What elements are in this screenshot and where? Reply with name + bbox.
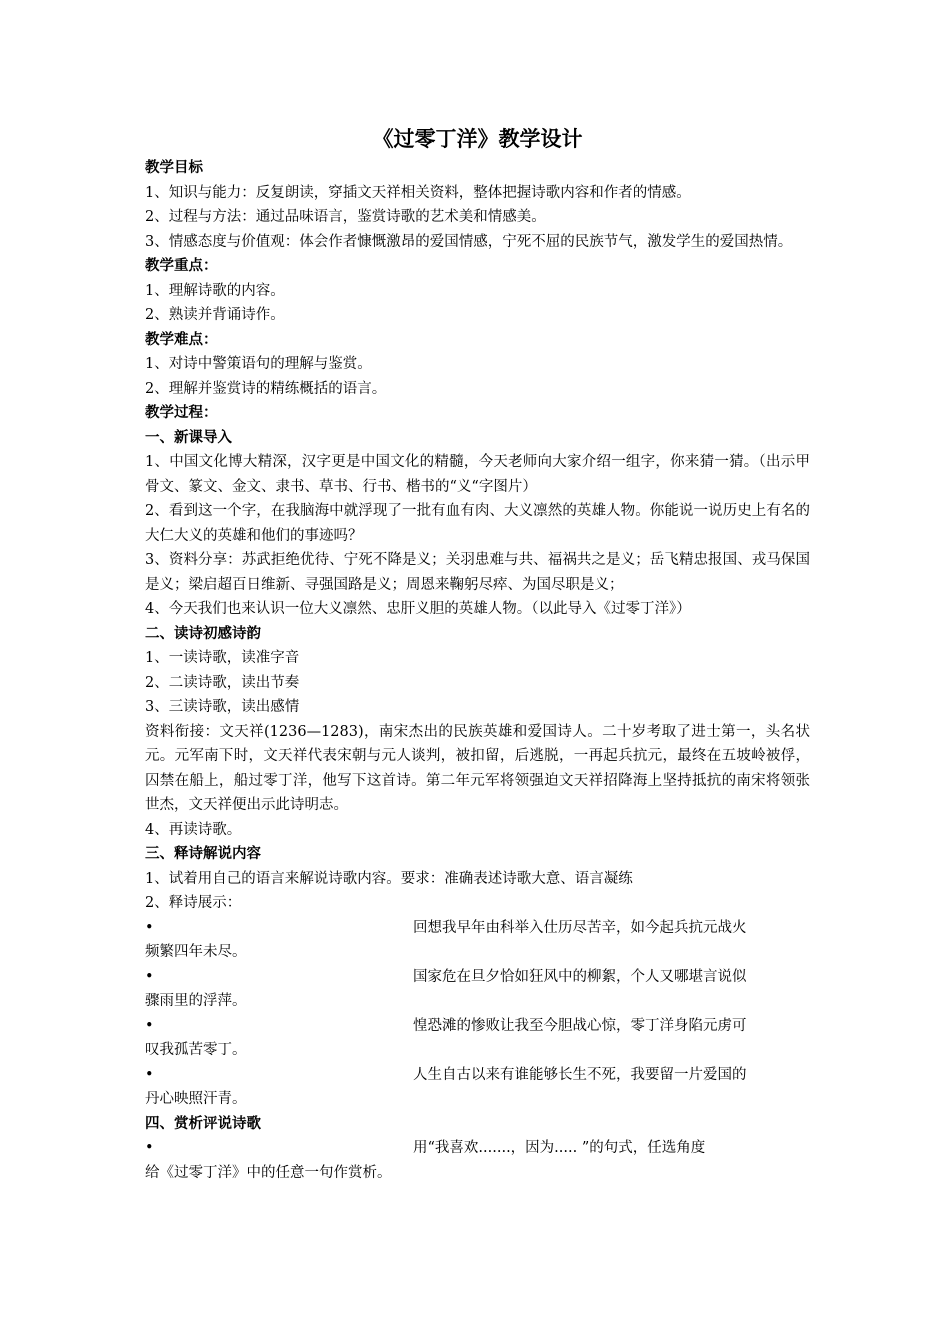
section-2-item: 3、三读诗歌，读出感情 [145, 699, 300, 715]
section-2-heading: 二、读诗初感诗韵 [145, 624, 261, 642]
section-2-item: 4、再读诗歌。 [145, 821, 242, 838]
bullet-text: 用“我喜欢.......，因为..... ”的句式，任选角度 [413, 1140, 706, 1156]
key-point-item: 2、熟读并背诵诗作。 [145, 307, 285, 323]
section-3-heading: 三、释诗解说内容 [145, 845, 261, 862]
section-1-item: 1、中国文化博大精深，汉字更是中国文化的精髓，今天老师向大家介绍一组字，你来猜一猜。（出示甲骨文、篆文、金文、隶书、草书、行书、楷书的“义“字图片） [145, 454, 810, 495]
bullet-text-continued: 丹心映照汗青。 [145, 1091, 247, 1107]
document-body [145, 124, 810, 1185]
interpretation-bullet [145, 1063, 810, 1112]
goals-heading: 教学目标 [145, 159, 203, 176]
key-point-item: 1、理解诗歌的内容。 [145, 282, 285, 299]
bullet-text: 国家危在旦夕恰如狂风中的柳絮，个人又哪堪言说似 [413, 968, 747, 985]
section-1-item: 2、看到这一个字，在我脑海中就浮现了一批有血有肉、大义凛然的英雄人物。你能说一说历史上有名的大仁大义的英雄和他们的事迹吗？ [145, 503, 810, 544]
section-1-item: 3、资料分享：苏武拒绝优待、宁死不降是义；关羽患难与共、福祸共之是义；岳飞精忠报国、戎马保国是义；梁启超百日维新、寻强国路是义；周恩来鞠躬尽瘁、为国尽职是义； [145, 552, 810, 593]
section-1-item: 4、今天我们也来认识一位大义凛然、忠肝义胆的英雄人物。（以此导入《过零丁洋》） [145, 601, 691, 617]
appreciation-bullet [145, 1136, 810, 1185]
bullet-text: 人生自古以来有谁能够长生不死，我要留一片爱国的 [413, 1066, 747, 1083]
bullet-text-continued: 频繁四年未尽。 [145, 944, 247, 960]
document-title: 《过零丁洋》教学设计 [372, 126, 583, 151]
interpretation-bullet [145, 1014, 810, 1063]
goal-item: 3、情感态度与价值观：体会作者慷慨激昂的爱国情感，宁死不屈的民族节气，激发学生的爱国热情。 [145, 233, 793, 250]
bullet-dot: • [145, 968, 154, 985]
process-heading: 教学过程： [145, 404, 218, 421]
interpretation-bullet [145, 916, 810, 965]
background-material: 资料衔接：文天祥(1236—1283)，南宋杰出的民族英雄和爱国诗人。二十岁考取了进士第一，头名状元。元军南下时，文天祥代表宋朝与元人谈判，被扣留，后逃脱，一再起兵抗元，最终在五坡岭被俘，囚禁在船上，船过零丁洋，他写下这首诗。第二年元军将领强迫文天祥招降海上坚持抵抗的南宋将领张世杰，文天祥便出示此诗明志。 [145, 723, 810, 813]
bullet-text-continued: 骤雨里的浮萍。 [145, 993, 247, 1009]
difficulty-item: 2、理解并鉴赏诗的精练概括的语言。 [145, 380, 387, 397]
section-2-item: 2、二读诗歌，读出节奏 [145, 674, 300, 691]
bullet-dot: • [145, 1066, 154, 1083]
section-3-item: 2、释诗展示： [145, 895, 242, 911]
section-3-item: 1、试着用自己的语言来解说诗歌内容。要求：准确表述诗歌大意、语言凝练 [145, 870, 633, 887]
goal-item: 1、知识与能力：反复朗读，穿插文天祥相关资料，整体把握诗歌内容和作者的情感。 [145, 184, 691, 201]
difficulty-item: 1、对诗中警策语句的理解与鉴赏。 [145, 356, 372, 372]
bullet-dot: • [145, 1140, 154, 1156]
section-2-item: 1、一读诗歌，读准字音 [145, 650, 300, 666]
section-1-heading: 一、新课导入 [145, 428, 232, 446]
difficulties-heading: 教学难点： [145, 330, 218, 348]
bullet-text: 回想我早年由科举入仕历尽苦辛，如今起兵抗元战火 [413, 919, 747, 936]
interpretation-bullet [145, 965, 810, 1014]
bullet-text-continued: 给《过零丁洋》中的任意一句作赏析。 [145, 1164, 392, 1181]
bullet-dot: • [145, 1017, 154, 1034]
bullet-text: 惶恐滩的惨败让我至今胆战心惊，零丁洋身陷元虏可 [413, 1017, 747, 1034]
goal-item: 2、过程与方法：通过品味语言，鉴赏诗歌的艺术美和情感美。 [145, 209, 546, 225]
bullet-text-continued: 叹我孤苦零丁。 [145, 1042, 247, 1058]
bullet-dot: • [145, 919, 154, 936]
section-4-heading: 四、赏析评说诗歌 [145, 1114, 261, 1132]
key-points-heading: 教学重点： [145, 257, 218, 274]
